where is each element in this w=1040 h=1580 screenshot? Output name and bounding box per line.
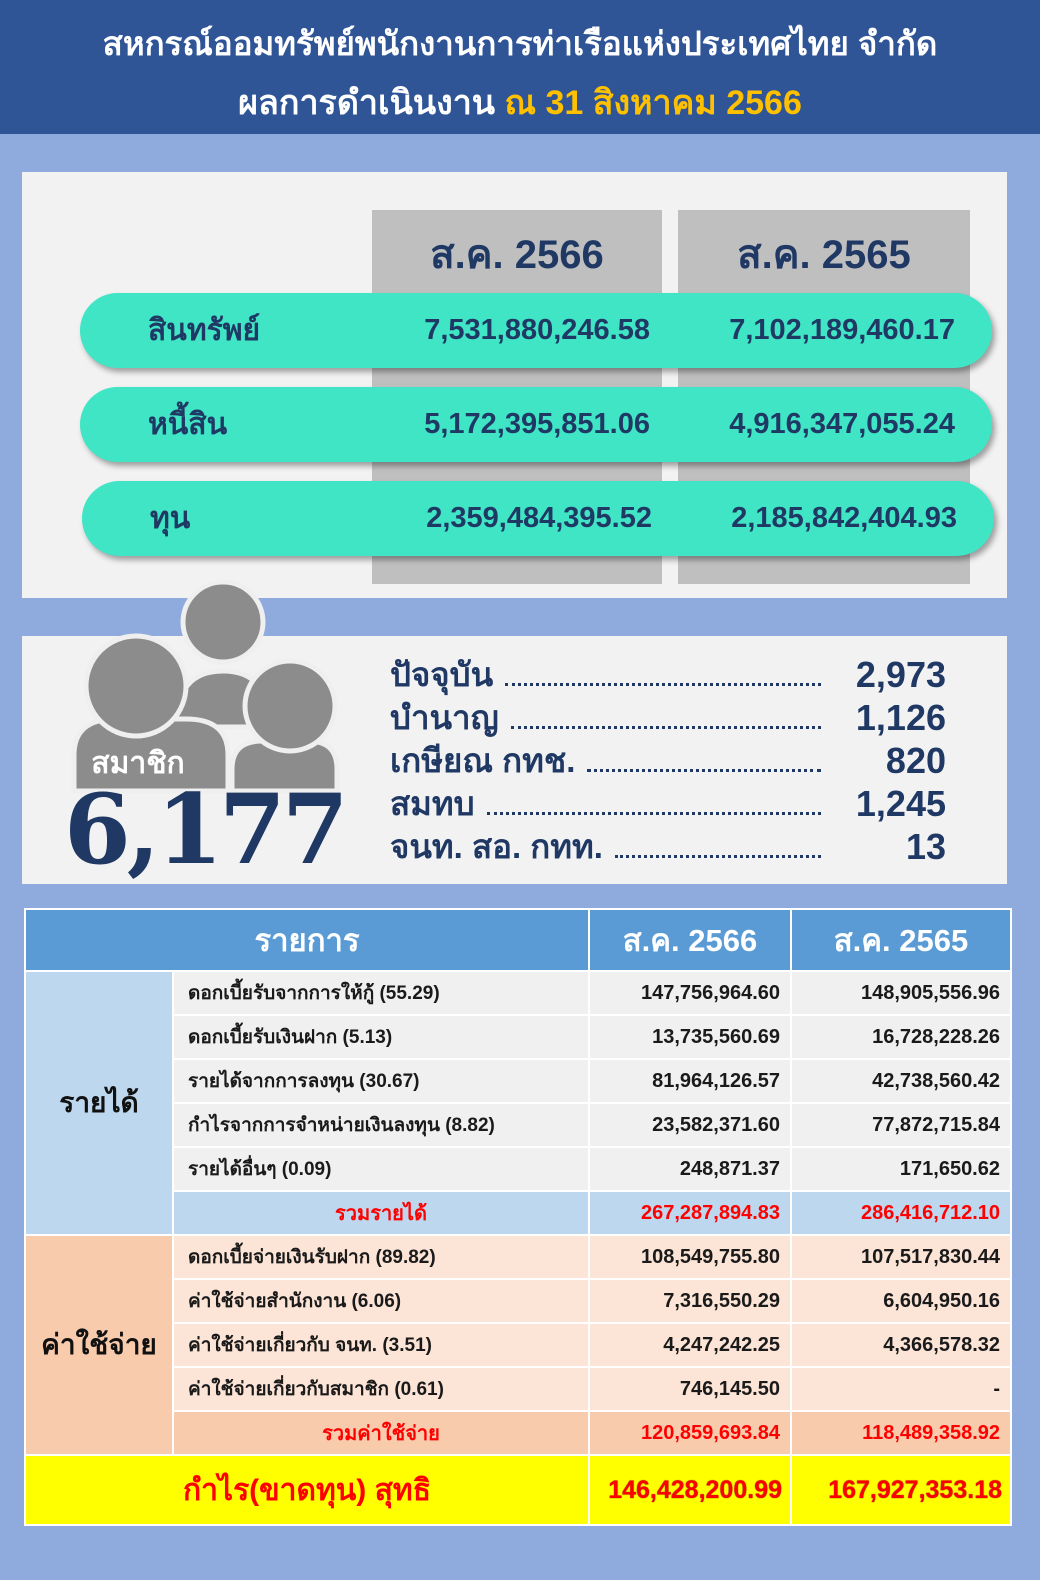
header-banner — [0, 0, 1040, 134]
subtitle-date: ณ 31 สิงหาคม 2566 — [504, 84, 802, 122]
row-value-2566: 13,735,560.69 — [590, 1016, 790, 1058]
row-value-2565: 6,604,950.16 — [792, 1280, 1010, 1322]
page-subtitle — [0, 78, 1040, 128]
header-col-2566: ส.ค. 2566 — [590, 910, 790, 970]
summary-column-header: ส.ค. 2565 — [737, 233, 911, 277]
member-type-count: 1,245 — [855, 783, 946, 824]
row-label: ค่าใช้จ่ายสำนักงาน (6.06) — [174, 1280, 588, 1322]
row-label: รายได้อื่นๆ (0.09) — [174, 1148, 588, 1190]
table-row — [26, 1236, 1010, 1278]
member-type-count: 13 — [905, 826, 946, 867]
dot-leader — [487, 812, 821, 815]
summary-row-assets — [80, 293, 992, 368]
list-item — [390, 739, 946, 782]
table-row — [26, 1016, 1010, 1058]
table-row — [26, 1324, 1010, 1366]
dot-leader — [505, 683, 821, 686]
table-row — [26, 1104, 1010, 1146]
row-value-2566: 746,145.50 — [590, 1368, 790, 1410]
member-type-label: สมทบ — [390, 785, 475, 822]
page-title: สหกรณ์ออมทรัพย์พนักงานการท่าเรือแห่งประเทศไทย จำกัด — [102, 25, 938, 62]
summary-value-2566: 5,172,395,851.06 — [424, 408, 650, 440]
row-value-2565: 77,872,715.84 — [792, 1104, 1010, 1146]
net-profit-2565: 167,927,353.18 — [792, 1456, 1010, 1524]
list-item — [390, 825, 946, 868]
subtitle-prefix: ผลการดำเนินงาน — [238, 84, 496, 122]
net-profit-row — [26, 1456, 1010, 1524]
summary-row-label: สินทรัพย์ — [148, 314, 261, 347]
expense-total-row — [26, 1412, 1010, 1454]
header-col-2565: ส.ค. 2565 — [792, 910, 1010, 970]
income-total-row — [26, 1192, 1010, 1234]
top-person-head — [183, 582, 263, 662]
members-total-count: 6,177 — [64, 773, 345, 886]
table-row — [26, 1280, 1010, 1322]
members-label: สมาชิก — [91, 747, 185, 780]
row-value-2566: 147,756,964.60 — [590, 972, 790, 1014]
member-type-label: จนท. สอ. กทท. — [390, 828, 603, 865]
row-value-2565: - — [792, 1368, 1010, 1410]
row-label: กำไรจากการจำหน่ายเงินลงทุน (8.82) — [174, 1104, 588, 1146]
table-row — [26, 972, 1010, 1014]
list-item — [390, 653, 946, 696]
income-statement-table — [24, 908, 1012, 1526]
summary-row-label: หนี้สิน — [148, 408, 228, 441]
list-item — [390, 782, 946, 825]
left-person-head — [86, 636, 186, 736]
row-label: ค่าใช้จ่ายเกี่ยวกับสมาชิก (0.61) — [174, 1368, 588, 1410]
summary-value-2565: 7,102,189,460.17 — [729, 314, 955, 346]
row-value-2566: 248,871.37 — [590, 1148, 790, 1190]
dot-leader — [511, 726, 821, 729]
member-type-label: เกษียณ กทช. — [390, 742, 576, 779]
income-total-2565: 286,416,712.10 — [792, 1192, 1010, 1234]
expense-total-label: รวมค่าใช้จ่าย — [174, 1412, 588, 1454]
row-value-2565: 4,366,578.32 — [792, 1324, 1010, 1366]
row-label: ดอกเบี้ยรับเงินฝาก (5.13) — [174, 1016, 588, 1058]
income-section-label: รายได้ — [26, 972, 172, 1234]
dot-leader — [615, 855, 821, 858]
summary-row-label: ทุน — [150, 502, 191, 535]
row-value-2565: 42,738,560.42 — [792, 1060, 1010, 1102]
row-value-2565: 16,728,228.26 — [792, 1016, 1010, 1058]
table-header-row — [26, 910, 1010, 970]
expense-total-2566: 120,859,693.84 — [590, 1412, 790, 1454]
table-row — [26, 1148, 1010, 1190]
row-label: ดอกเบี้ยจ่ายเงินรับฝาก (89.82) — [174, 1236, 588, 1278]
summary-value-2565: 4,916,347,055.24 — [729, 408, 955, 440]
summary-row-equity — [82, 481, 994, 556]
row-label: รายได้จากการลงทุน (30.67) — [174, 1060, 588, 1102]
summary-value-2566: 2,359,484,395.52 — [426, 502, 652, 534]
member-breakdown-list — [390, 653, 946, 868]
table-row — [26, 1060, 1010, 1102]
member-type-count: 1,126 — [855, 697, 946, 738]
net-profit-2566: 146,428,200.99 — [590, 1456, 790, 1524]
row-label: ค่าใช้จ่ายเกี่ยวกับ จนท. (3.51) — [174, 1324, 588, 1366]
expense-section-label: ค่าใช้จ่าย — [26, 1236, 172, 1454]
summary-value-2565: 2,185,842,404.93 — [731, 502, 957, 534]
row-value-2566: 81,964,126.57 — [590, 1060, 790, 1102]
summary-column-header: ส.ค. 2566 — [430, 233, 604, 277]
expense-total-2565: 118,489,358.92 — [792, 1412, 1010, 1454]
row-value-2566: 4,247,242.25 — [590, 1324, 790, 1366]
dot-leader — [587, 769, 821, 772]
row-value-2565: 107,517,830.44 — [792, 1236, 1010, 1278]
income-total-label: รวมรายได้ — [174, 1192, 588, 1234]
summary-row-liabilities — [80, 387, 992, 462]
row-label: ดอกเบี้ยรับจากการให้กู้ (55.29) — [174, 972, 588, 1014]
income-total-2566: 267,287,894.83 — [590, 1192, 790, 1234]
row-value-2566: 23,582,371.60 — [590, 1104, 790, 1146]
member-type-count: 820 — [885, 740, 946, 781]
net-profit-label: กำไร(ขาดทุน) สุทธิ — [26, 1456, 588, 1524]
member-type-count: 2,973 — [855, 654, 946, 695]
row-value-2566: 7,316,550.29 — [590, 1280, 790, 1322]
right-person-head — [245, 661, 335, 751]
row-value-2565: 171,650.62 — [792, 1148, 1010, 1190]
member-type-label: บำนาญ — [390, 699, 499, 736]
row-value-2565: 148,905,556.96 — [792, 972, 1010, 1014]
member-type-label: ปัจจุบัน — [390, 656, 494, 693]
table-row — [26, 1368, 1010, 1410]
balance-summary-panel — [22, 172, 1007, 598]
summary-value-2566: 7,531,880,246.58 — [424, 314, 650, 346]
list-item — [390, 696, 946, 739]
row-value-2566: 108,549,755.80 — [590, 1236, 790, 1278]
header-item: รายการ — [26, 910, 588, 970]
